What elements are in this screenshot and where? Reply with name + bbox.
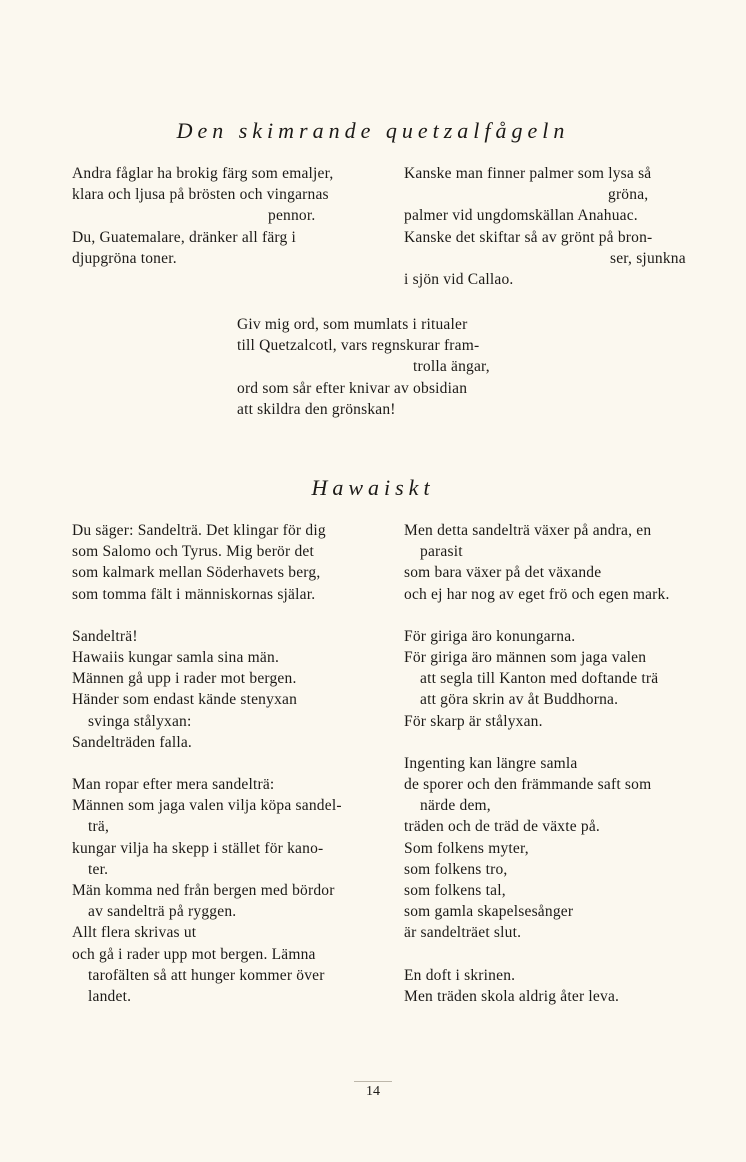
verse-line: palmer vid ungdomskällan Anahuac. <box>404 207 638 225</box>
verse-line: av sandelträ på ryggen. <box>88 903 237 921</box>
verse-line: närde dem, <box>420 797 491 815</box>
verse-line: som gamla skapelsesånger <box>404 903 574 921</box>
verse-line: djupgröna toner. <box>72 249 177 267</box>
verse-line: tarofälten så att hunger kommer över <box>88 966 325 984</box>
verse-line: som Salomo och Tyrus. Mig berör det <box>72 543 314 561</box>
verse-line: att skildra den grönskan! <box>237 400 396 418</box>
verse-line: som kalmark mellan Söderhavets berg, <box>72 564 321 582</box>
verse-line: klara och ljusa på brösten och vingarnas <box>72 186 329 204</box>
verse-line: Kanske man finner palmer som lysa så <box>404 165 652 182</box>
verse-line: Man ropar efter mera sandelträ: <box>72 776 275 794</box>
poem-title-hawaiskt: Hawaiskt <box>311 475 435 500</box>
verse-line: Men träden skola aldrig åter leva. <box>404 987 620 1005</box>
verse-line: Ingenting kan längre samla <box>404 754 578 772</box>
verse-line: Sandelträ! <box>72 627 138 645</box>
verse-line: Männen som jaga valen vilja köpa sandel- <box>72 797 342 815</box>
verse-line: och gå i rader upp mot bergen. Lämna <box>72 945 316 963</box>
quetzal-left-stanza <box>72 163 390 269</box>
verse-line: Du säger: Sandelträ. Det klingar för dig <box>72 522 326 539</box>
verse-line: som folkens tro, <box>404 860 508 878</box>
verse-line: Andra fåglar ha brokig färg som emaljer, <box>72 165 334 182</box>
verse-line: Du, Guatemalare, dränker all färg i <box>72 228 297 246</box>
verse-line: landet. <box>88 988 132 1006</box>
stanza-break <box>404 944 722 965</box>
verse-line: kungar vilja ha skepp i stället för kano- <box>72 839 324 857</box>
verse-line: För giriga äro männen som jaga valen <box>404 649 647 667</box>
verse-line: som tomma fält i människornas själar. <box>72 585 316 603</box>
verse-line: Män komma ned från bergen med bördor <box>72 882 335 900</box>
stanza-break <box>72 605 390 626</box>
verse-line: pennor. <box>268 207 316 225</box>
verse-line: Sandelträden falla. <box>72 733 192 751</box>
poem-title-quetzal: Den skimrande quetzalfågeln <box>176 118 570 143</box>
verse-line: att segla till Kanton med doftande trä <box>420 670 659 688</box>
verse-line: Kanske det skiftar så av grönt på bron- <box>404 228 653 246</box>
verse-line: träden och de träd de växte på. <box>404 818 600 836</box>
verse-line: ter. <box>88 860 109 878</box>
quetzal-right-stanza <box>404 163 716 290</box>
verse-line: För skarp är stålyxan. <box>404 712 543 730</box>
stanza-break <box>72 753 390 774</box>
hawaiskt-left-column <box>72 520 390 1007</box>
verse-line: de sporer och den främmande saft som <box>404 776 652 794</box>
verse-line: Men detta sandelträ växer på andra, en <box>404 522 652 539</box>
verse-line: svinga stålyxan: <box>88 712 192 730</box>
page-number: 14 <box>0 1084 746 1100</box>
verse-line: som folkens tal, <box>404 882 506 900</box>
hawaiskt-right-column <box>404 520 722 1007</box>
verse-line: trä, <box>88 818 110 836</box>
verse-line: trolla ängar, <box>413 358 490 376</box>
verse-line: som bara växer på det växande <box>404 564 602 582</box>
verse-line: är sandelträet slut. <box>404 924 522 942</box>
verse-line: För giriga äro konungarna. <box>404 627 576 645</box>
verse-line: Giv mig ord, som mumlats i ritualer <box>237 316 468 333</box>
quetzal-center-stanza <box>237 314 557 420</box>
verse-line: och ej har nog av eget frö och egen mark. <box>404 585 670 603</box>
verse-line: Allt flera skrivas ut <box>72 924 197 942</box>
verse-line: att göra skrin av åt Buddhorna. <box>420 691 619 709</box>
verse-line: till Quetzalcotl, vars regnskurar fram- <box>237 337 480 355</box>
verse-line: parasit <box>420 543 463 561</box>
verse-line: En doft i skrinen. <box>404 966 516 984</box>
verse-line: gröna, <box>608 186 649 204</box>
stanza-break <box>404 605 722 626</box>
verse-line: Männen gå upp i rader mot bergen. <box>72 670 297 688</box>
verse-line: ord som sår efter knivar av obsidian <box>237 379 468 397</box>
verse-line: Som folkens myter, <box>404 839 529 857</box>
verse-line: ser, sjunkna <box>610 249 686 267</box>
verse-line: Händer som endast kände stenyxan <box>72 691 298 709</box>
stanza-break <box>404 732 722 753</box>
verse-line: Hawaiis kungar samla sina män. <box>72 649 280 667</box>
verse-line: i sjön vid Callao. <box>404 271 514 289</box>
